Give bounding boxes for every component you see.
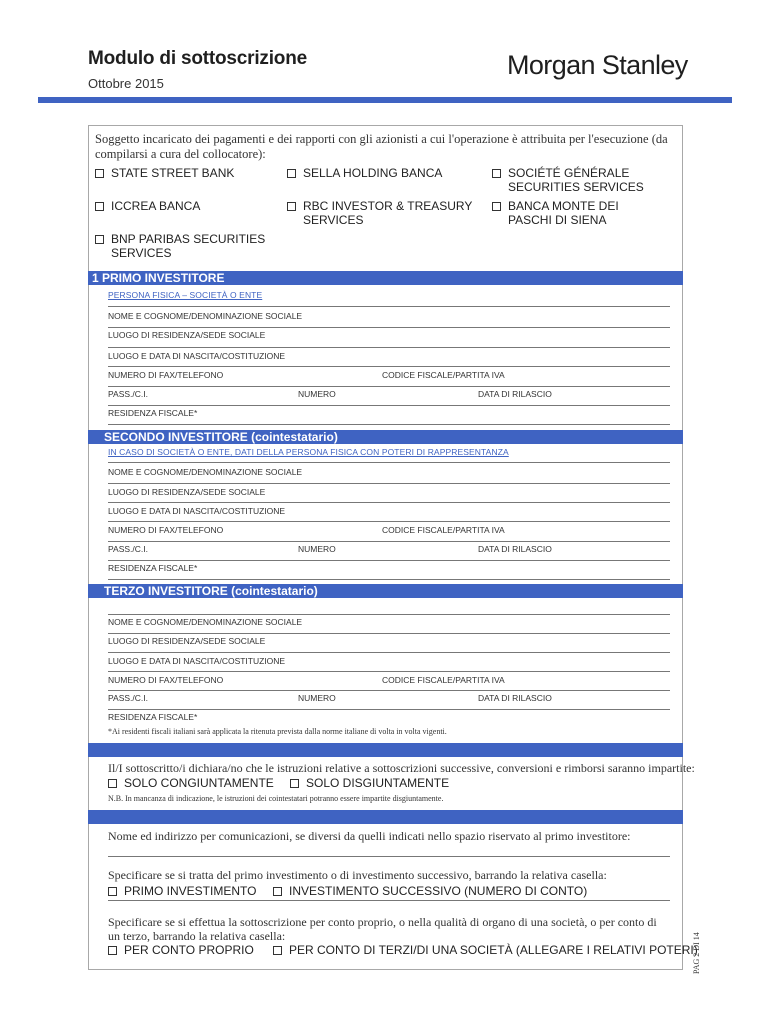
checkbox-icon[interactable]	[95, 235, 104, 244]
field-label-fax: NUMERO DI FAX/TELEFONO	[108, 370, 224, 380]
bank-option-iccrea[interactable]: ICCREA BANCA	[95, 199, 200, 213]
section-secondo-investitore: SECONDO INVESTITORE (cointestatario)	[88, 430, 683, 444]
field-line[interactable]	[108, 709, 670, 710]
bank-option-rbc[interactable]: RBC INVESTOR & TREASURY SERVICES	[287, 199, 472, 227]
field-line[interactable]	[108, 579, 670, 580]
field-label-numero: NUMERO	[298, 693, 336, 703]
bank-option-sella[interactable]: SELLA HOLDING BANCA	[287, 166, 442, 180]
field-line[interactable]	[108, 614, 670, 615]
bank-option-societe-generale[interactable]: SOCIÉTÉ GÉNÉRALE SECURITIES SERVICES	[492, 166, 644, 194]
form-date: Ottobre 2015	[88, 76, 164, 91]
field-line[interactable]	[108, 560, 670, 561]
option-congiuntamente[interactable]: SOLO CONGIUNTAMENTE	[108, 776, 274, 790]
field-line[interactable]	[108, 405, 670, 406]
field-line[interactable]	[108, 306, 670, 307]
checkbox-icon[interactable]	[108, 887, 117, 896]
checkbox-icon[interactable]	[273, 887, 282, 896]
comunicazioni-text: Nome ed indirizzo per comunicazioni, se diversi da quelli indicati nello spazio riservato al primo investitore:	[108, 829, 631, 843]
field-label-nome: NOME E COGNOME/DENOMINAZIONE SOCIALE	[108, 467, 303, 477]
field-label-residenza-fiscale: RESIDENZA FISCALE*	[108, 563, 198, 573]
field-line[interactable]	[108, 327, 670, 328]
footnote-residenti: *Ai residenti fiscali italiani sarà applicata la ritenuta prevista dalla norme italiane di volta in volta vigenti.	[108, 727, 447, 736]
field-label-nome: NOME E COGNOME/DENOMINAZIONE SOCIALE	[108, 617, 303, 627]
section-divider	[88, 810, 683, 824]
option-conto-terzi[interactable]: PER CONTO DI TERZI/DI UNA SOCIETÀ (ALLEGARE I RELATIVI POTERI)	[273, 943, 698, 957]
checkbox-icon[interactable]	[95, 169, 104, 178]
checkbox-icon[interactable]	[273, 946, 282, 955]
field-label-data-rilascio: DATA DI RILASCIO	[478, 544, 552, 554]
field-label-luogo-residenza: LUOGO DI RESIDENZA/SEDE SOCIALE	[108, 487, 266, 497]
field-line[interactable]	[108, 347, 670, 348]
field-label-codice-fiscale: CODICE FISCALE/PARTITA IVA	[382, 525, 505, 535]
field-line[interactable]	[108, 424, 670, 425]
header-divider	[38, 97, 732, 103]
checkbox-icon[interactable]	[492, 169, 501, 178]
checkbox-icon[interactable]	[287, 202, 296, 211]
bank-option-bnp[interactable]: BNP PARIBAS SECURITIES SERVICES	[95, 232, 265, 260]
conto-text: Specificare se si effettua la sottoscrizione per conto proprio, o nella qualità di organo di una società, o per conto di un terzo, barrando la relativa casella:	[108, 915, 657, 943]
checkbox-icon[interactable]	[290, 779, 299, 788]
field-label-codice-fiscale: CODICE FISCALE/PARTITA IVA	[382, 675, 505, 685]
field-label-luogo-nascita: LUOGO E DATA DI NASCITA/COSTITUZIONE	[108, 656, 286, 666]
nb-note: N.B. In mancanza di indicazione, le istruzioni dei cointestatari potranno essere impartite disgiuntamente.	[108, 794, 444, 803]
conto-number-line[interactable]	[108, 900, 670, 901]
section-subtitle: IN CASO DI SOCIETÀ O ENTE, DATI DELLA PERSONA FISICA CON POTERI DI RAPPRESENTANZA	[108, 447, 509, 457]
checkbox-icon[interactable]	[95, 202, 104, 211]
bank-option-monte-paschi[interactable]: BANCA MONTE DEI PASCHI DI SIENA	[492, 199, 619, 227]
field-line[interactable]	[108, 502, 670, 503]
field-label-passaporto: PASS./C.I.	[108, 693, 148, 703]
field-label-codice-fiscale: CODICE FISCALE/PARTITA IVA	[382, 370, 505, 380]
field-label-luogo-residenza: LUOGO DI RESIDENZA/SEDE SOCIALE	[108, 636, 266, 646]
field-label-nome: NOME E COGNOME/DENOMINAZIONE SOCIALE	[108, 311, 303, 321]
field-line[interactable]	[108, 366, 670, 367]
field-line[interactable]	[108, 483, 670, 484]
field-label-luogo-nascita: LUOGO E DATA DI NASCITA/COSTITUZIONE	[108, 506, 286, 516]
field-label-fax: NUMERO DI FAX/TELEFONO	[108, 675, 224, 685]
field-label-residenza-fiscale: RESIDENZA FISCALE*	[108, 712, 198, 722]
field-line[interactable]	[108, 690, 670, 691]
field-line[interactable]	[108, 541, 670, 542]
checkbox-icon[interactable]	[108, 779, 117, 788]
field-label-data-rilascio: DATA DI RILASCIO	[478, 389, 552, 399]
field-line[interactable]	[108, 521, 670, 522]
option-disgiuntamente[interactable]: SOLO DISGIUNTAMENTE	[290, 776, 449, 790]
field-label-numero: NUMERO	[298, 544, 336, 554]
field-line[interactable]	[108, 633, 670, 634]
field-label-fax: NUMERO DI FAX/TELEFONO	[108, 525, 224, 535]
field-label-numero: NUMERO	[298, 389, 336, 399]
intro-text: Soggetto incaricato dei pagamenti e dei rapporti con gli azionisti a cui l'operazione è attribuita per l'esecuzione (da compilarsi a cura del collocatore):	[95, 132, 668, 161]
field-label-luogo-nascita: LUOGO E DATA DI NASCITA/COSTITUZIONE	[108, 351, 286, 361]
section-primo-investitore: 1 PRIMO INVESTITORE	[88, 271, 683, 285]
field-label-luogo-residenza: LUOGO DI RESIDENZA/SEDE SOCIALE	[108, 330, 266, 340]
checkbox-icon[interactable]	[108, 946, 117, 955]
field-line[interactable]	[108, 462, 670, 463]
comunicazioni-line[interactable]	[108, 856, 670, 857]
option-conto-proprio[interactable]: PER CONTO PROPRIO	[108, 943, 254, 957]
page-number: PAG 2 DI 14	[692, 932, 701, 974]
field-label-residenza-fiscale: RESIDENZA FISCALE*	[108, 408, 198, 418]
option-primo-investimento[interactable]: PRIMO INVESTIMENTO	[108, 884, 256, 898]
form-title: Modulo di sottoscrizione	[88, 48, 307, 69]
checkbox-icon[interactable]	[287, 169, 296, 178]
morgan-stanley-logo: Morgan Stanley	[507, 50, 688, 80]
field-label-passaporto: PASS./C.I.	[108, 544, 148, 554]
investimento-text: Specificare se si tratta del primo investimento o di investimento successivo, barrando la relativa casella:	[108, 868, 607, 882]
field-line[interactable]	[108, 386, 670, 387]
instructions-text: Il/I sottoscritto/i dichiara/no che le istruzioni relative a sottoscrizioni successive, conversioni e rimborsi saranno impartite:	[108, 761, 695, 775]
field-line[interactable]	[108, 671, 670, 672]
field-line[interactable]	[108, 652, 670, 653]
field-label-data-rilascio: DATA DI RILASCIO	[478, 693, 552, 703]
checkbox-icon[interactable]	[492, 202, 501, 211]
section-divider	[88, 743, 683, 757]
section-terzo-investitore: TERZO INVESTITORE (cointestatario)	[88, 584, 683, 598]
bank-option-state-street[interactable]: STATE STREET BANK	[95, 166, 234, 180]
field-label-passaporto: PASS./C.I.	[108, 389, 148, 399]
section-subtitle: PERSONA FISICA – SOCIETÀ O ENTE	[108, 290, 263, 300]
option-investimento-successivo[interactable]: INVESTIMENTO SUCCESSIVO (NUMERO DI CONTO)	[273, 884, 587, 898]
